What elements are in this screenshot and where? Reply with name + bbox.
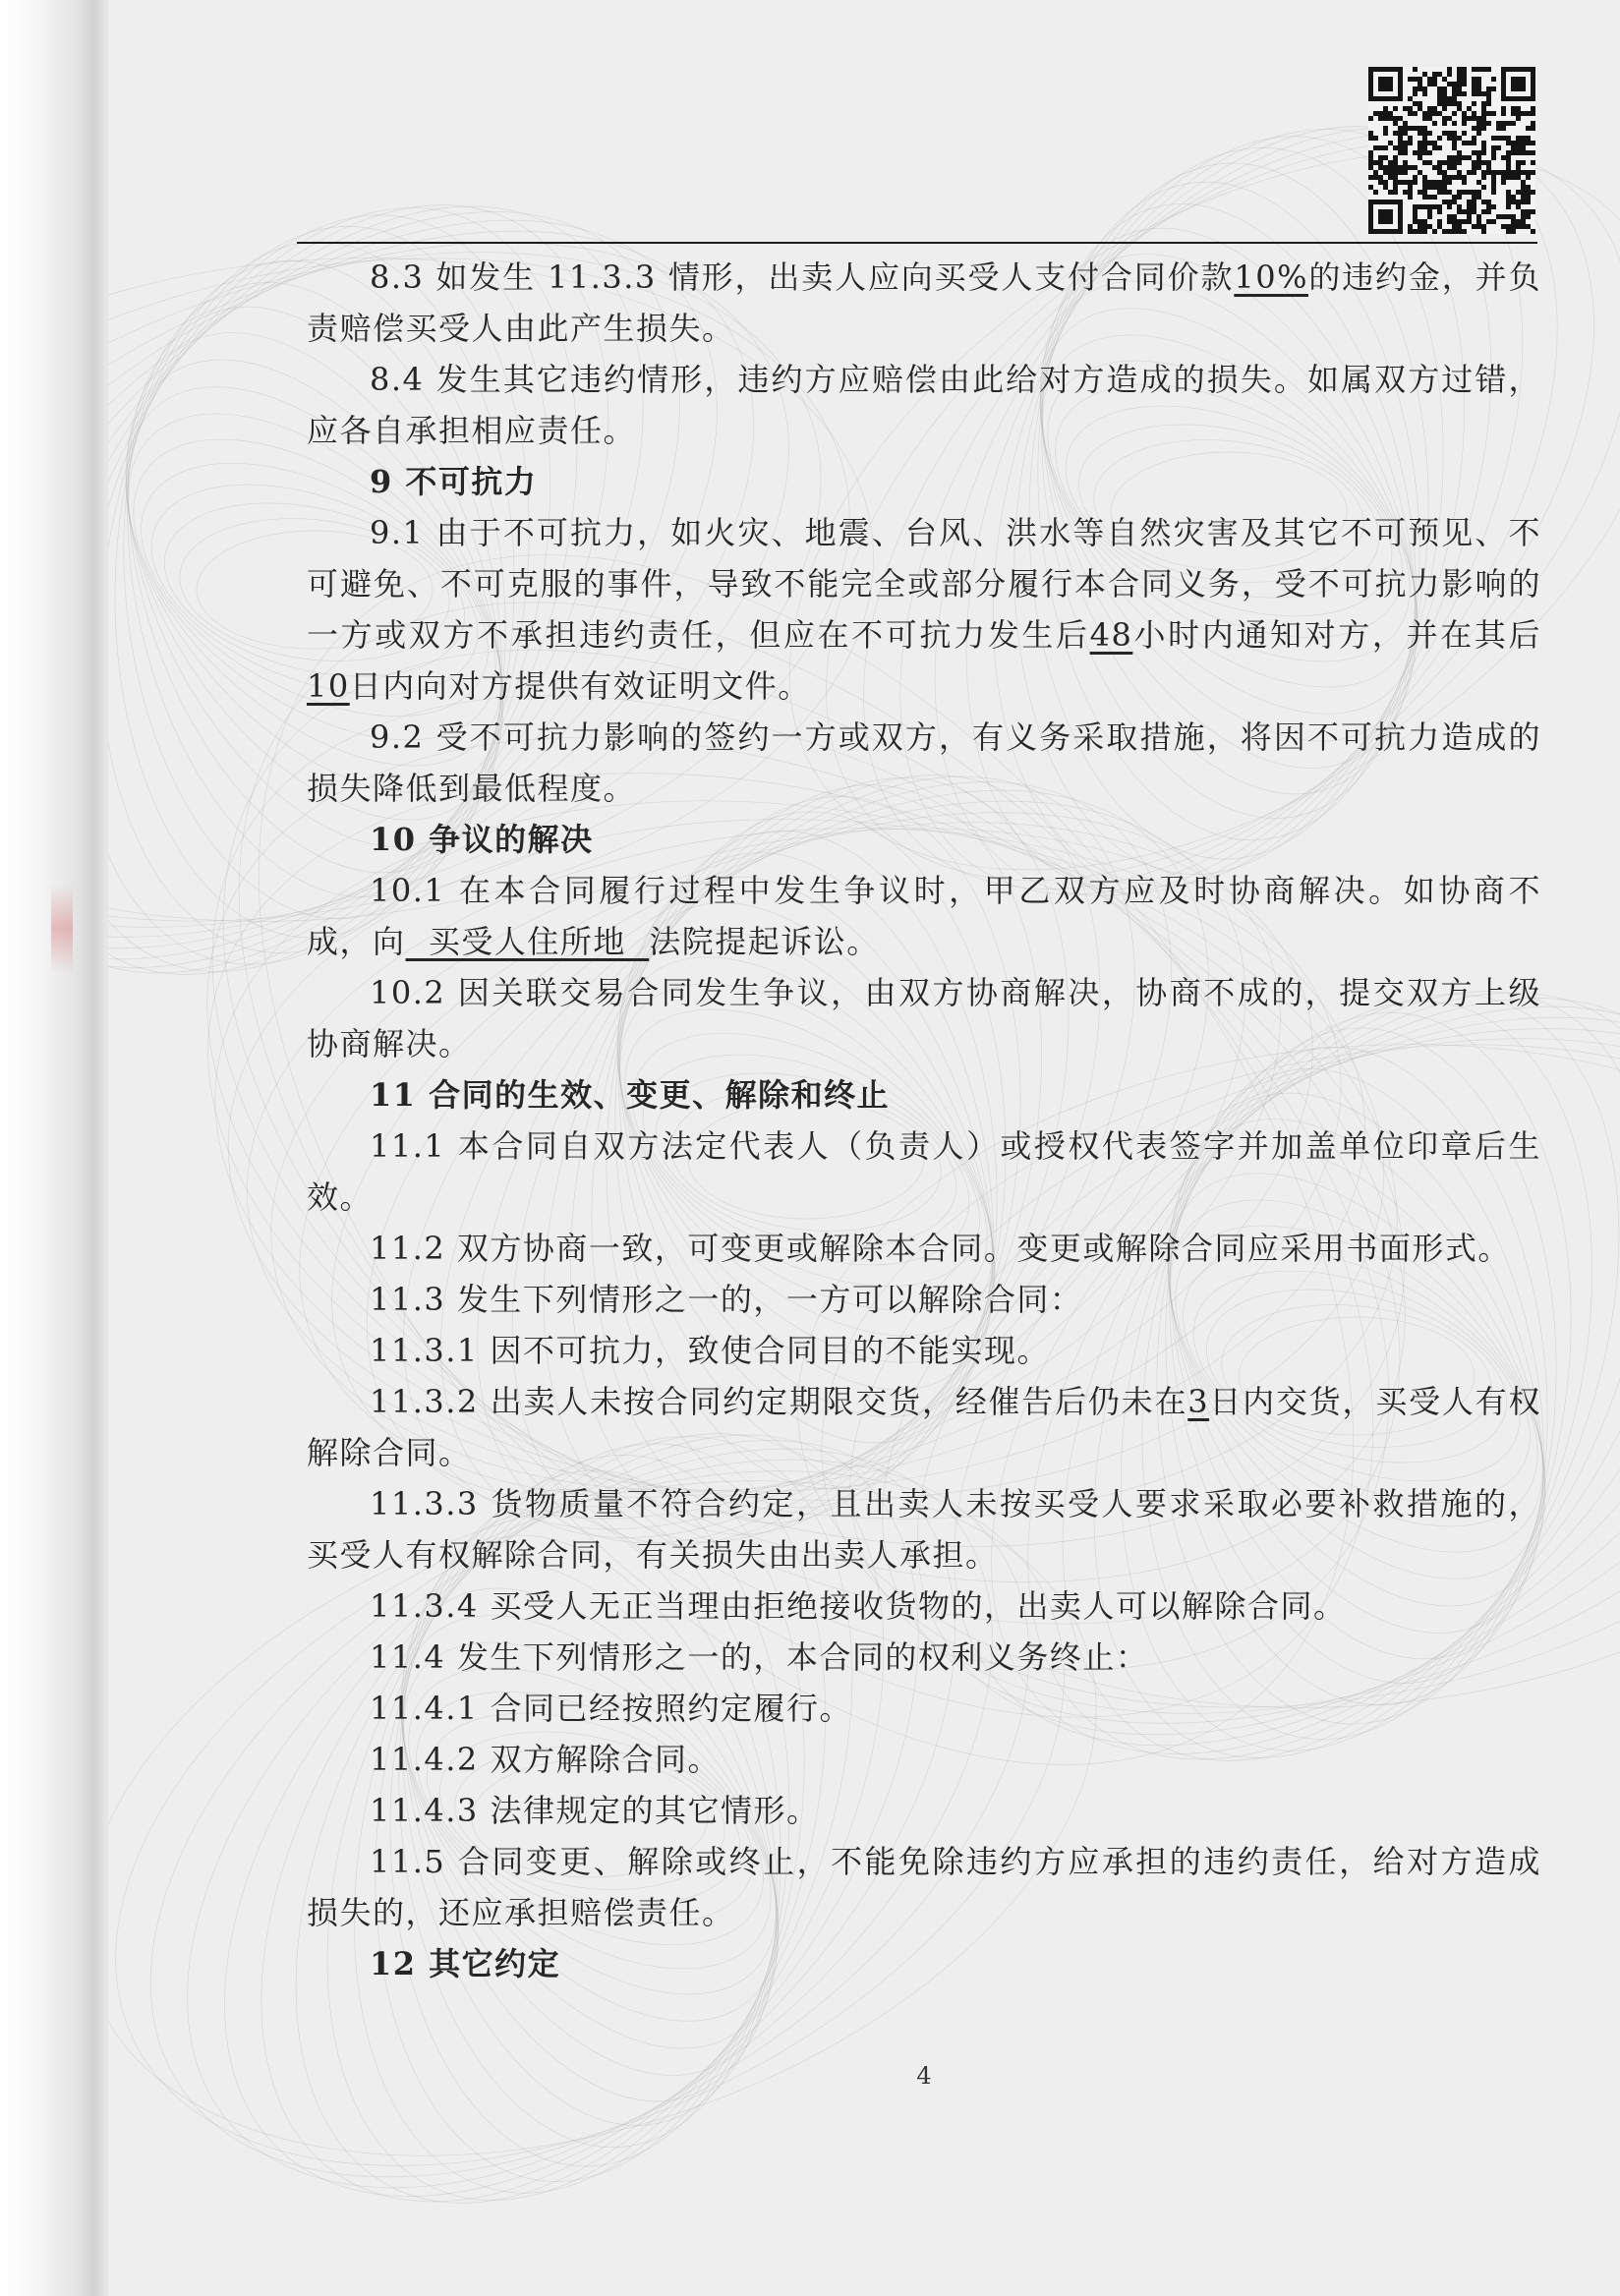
qr-code-icon [1368, 67, 1535, 234]
clause-text: 11.4.2 双方解除合同。 [370, 1741, 721, 1778]
clause-p11_4_3 [307, 1785, 1541, 1836]
clause-p11_1 [307, 1120, 1541, 1223]
clause-text: 11.2 双方协商一致，可变更或解除本合同。变更或解除合同应采用书面形式。 [370, 1230, 1511, 1267]
clause-text: 9 不可抗力 [370, 463, 538, 500]
clause-text: 11 合同的生效、变更、解除和终止 [370, 1076, 891, 1114]
section-heading-h9 [307, 456, 1541, 507]
clause-p11_3_1 [307, 1325, 1541, 1376]
clause-text: 法院提起诉讼。 [649, 923, 880, 960]
header-rule [297, 242, 1537, 244]
clause-p9_2 [307, 712, 1541, 814]
clause-text: 日内交货，买受人有权解除合同。 [307, 1383, 1541, 1471]
clause-p8_4 [307, 354, 1541, 456]
scan-edge-shadow [0, 0, 108, 2296]
clause-text: 11.3.3 货物质量不符合约定，且出卖人未按买受人要求采取必要补救措施的，买受人有权解除合同，有关损失由出卖人承担。 [307, 1485, 1541, 1574]
clause-p10_1 [307, 865, 1541, 967]
clause-text: 11.4.3 法律规定的其它情形。 [370, 1792, 820, 1829]
clause-text: 的违约金，并负责赔偿买受人由此产生损失。 [307, 258, 1541, 347]
clause-text: 10.2 因关联交易合同发生争议，由双方协商解决，协商不成的，提交双方上级协商解决。 [307, 974, 1541, 1062]
clause-text: 8.3 如发生 11.3.3 情形，出卖人应向买受人支付合同价款 [370, 258, 1235, 296]
clause-p11_5 [307, 1836, 1541, 1938]
filled-blank: 买受人住所地 [405, 923, 650, 960]
clause-text: 12 其它约定 [370, 1945, 561, 1982]
contract-body [307, 252, 1541, 1989]
clause-text: 10 争议的解决 [370, 821, 594, 858]
clause-text: 11.4.1 合同已经按照约定履行。 [370, 1690, 852, 1727]
clause-text: 日内向对方提供有效证明文件。 [349, 667, 811, 705]
clause-text: 10.1 在本合同履行过程中发生争议时，甲乙双方应及时协商解决。如协商不成，向 [307, 872, 1541, 960]
section-heading-h10 [307, 814, 1541, 865]
clause-p10_2 [307, 967, 1541, 1069]
clause-text: 9.2 受不可抗力影响的签约一方或双方，有义务采取措施，将因不可抗力造成的损失降低到最低程度。 [307, 718, 1541, 807]
clause-p11_3 [307, 1274, 1541, 1325]
clause-text: 11.4 发生下列情形之一的，本合同的权利义务终止： [370, 1638, 1149, 1676]
clause-text: 9.1 由于不可抗力，如火灾、地震、台风、洪水等自然灾害及其它不可预见、不可避免、不可克服的事件，导致不能完全或部分履行本合同义务，受不可抗力影响的一方或双方不承担违约责任，但应在不可抗力发生后 [307, 514, 1541, 654]
clause-p11_3_3 [307, 1478, 1541, 1580]
clause-text: 11.3 发生下列情形之一的，一方可以解除合同： [370, 1281, 1083, 1318]
binding-stamp-trace [51, 885, 73, 973]
filled-blank: 3 [1187, 1383, 1210, 1420]
clause-p11_3_2 [307, 1376, 1541, 1478]
clause-text: 11.3.1 因不可抗力，致使合同目的不能实现。 [370, 1332, 1050, 1369]
clause-text: 11.1 本合同自双方法定代表人（负责人）或授权代表签字并加盖单位印章后生效。 [307, 1127, 1541, 1216]
section-heading-h11 [307, 1069, 1541, 1120]
clause-p8_3 [307, 252, 1541, 354]
clause-text: 11.5 合同变更、解除或终止，不能免除违约方应承担的违约责任，给对方造成损失的，还应承担赔偿责任。 [307, 1843, 1541, 1931]
filled-blank: 48 [1089, 616, 1133, 654]
clause-p11_4_2 [307, 1734, 1541, 1785]
clause-text: 小时内通知对方，并在其后 [1132, 616, 1541, 654]
clause-text: 11.3.2 出卖人未按合同约定期限交货，经催告后仍未在 [370, 1383, 1188, 1420]
filled-blank: 10 [307, 667, 350, 705]
clause-p11_3_4 [307, 1580, 1541, 1632]
clause-p9_1 [307, 507, 1541, 712]
filled-blank: 10% [1234, 258, 1308, 296]
page-number: 4 [916, 2062, 932, 2090]
clause-text: 11.3.4 买受人无正当理由拒绝接收货物的，出卖人可以解除合同。 [370, 1587, 1347, 1625]
clause-p11_4_1 [307, 1683, 1541, 1734]
clause-p11_2 [307, 1223, 1541, 1274]
clause-p11_4 [307, 1632, 1541, 1683]
clause-text: 8.4 发生其它违约情形，违约方应赔偿由此给对方造成的损失。如属双方过错，应各自承担相应责任。 [307, 361, 1541, 449]
section-heading-h12 [307, 1938, 1541, 1989]
